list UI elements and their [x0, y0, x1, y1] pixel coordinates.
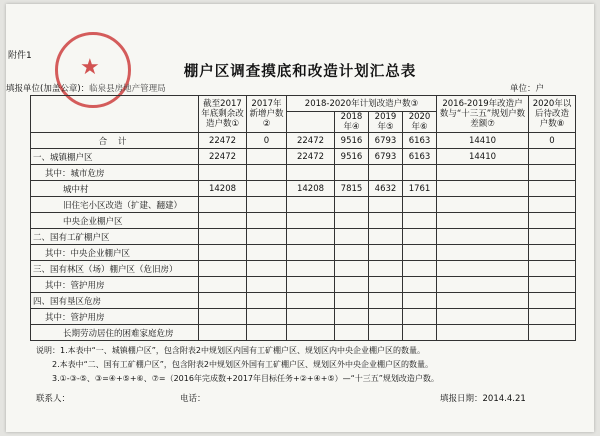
- cell-c3: [287, 165, 335, 181]
- cell-c8: [529, 213, 576, 229]
- unit-label: 单位：户: [510, 84, 545, 94]
- cell-c7: [437, 293, 529, 309]
- cell-c5: [369, 213, 403, 229]
- cell-c3: [287, 325, 335, 341]
- cell-c8: [529, 325, 576, 341]
- cell-c8: [529, 165, 576, 181]
- cell-c8: [529, 181, 576, 197]
- filler-unit: [6, 82, 166, 94]
- header-new-2017: 2017年新增户数②: [247, 96, 287, 133]
- cell-c7: [437, 229, 529, 245]
- row-label: 其中：中央企业棚户区: [31, 245, 199, 261]
- cell-c2: [247, 245, 287, 261]
- cell-c3: [287, 293, 335, 309]
- cell-c1: [199, 309, 247, 325]
- table-row: [31, 325, 576, 341]
- cell-c7: [437, 325, 529, 341]
- row-label: 城中村: [31, 181, 199, 197]
- header-2020: 2020年⑥: [403, 112, 437, 133]
- summary-table: [30, 95, 576, 341]
- cell-c3: [287, 229, 335, 245]
- table-row: [31, 229, 576, 245]
- cell-c6: 6163: [403, 133, 437, 149]
- cell-c8: [529, 293, 576, 309]
- cell-c4: [335, 229, 369, 245]
- cell-c6: [403, 213, 437, 229]
- cell-c6: [403, 309, 437, 325]
- header-plan-total: [287, 112, 335, 133]
- cell-c6: [403, 277, 437, 293]
- table-row: [31, 293, 576, 309]
- cell-c3: [287, 213, 335, 229]
- table-row: [31, 197, 576, 213]
- cell-c8: [529, 309, 576, 325]
- cell-c2: [247, 149, 287, 165]
- header-category: [31, 96, 199, 133]
- cell-c3: [287, 309, 335, 325]
- cell-c1: [199, 277, 247, 293]
- cell-c4: [335, 165, 369, 181]
- cell-c2: [247, 293, 287, 309]
- cell-c1: 14208: [199, 181, 247, 197]
- cell-c5: 6793: [369, 133, 403, 149]
- contact-label: 联系人：: [36, 394, 71, 404]
- cell-c3: [287, 261, 335, 277]
- table-row: [31, 245, 576, 261]
- cell-c1: [199, 293, 247, 309]
- cell-c6: [403, 245, 437, 261]
- cell-c5: [369, 165, 403, 181]
- note-3: 3.①-③-⑤、③=④+⑤+⑥、⑦=（2016年完成数+2017年目标任务+②+④+⑤）—“十三五”规划改造户数。: [52, 374, 439, 383]
- cell-c4: [335, 277, 369, 293]
- cell-c2: [247, 165, 287, 181]
- cell-c4: [335, 213, 369, 229]
- cell-c1: [199, 261, 247, 277]
- table-row: [31, 309, 576, 325]
- cell-c1: [199, 165, 247, 181]
- cell-c2: [247, 197, 287, 213]
- cell-c4: [335, 245, 369, 261]
- cell-c1: [199, 245, 247, 261]
- cell-c3: [287, 277, 335, 293]
- cell-c4: 9516: [335, 133, 369, 149]
- row-label: 中央企业棚户区: [31, 213, 199, 229]
- cell-c1: [199, 229, 247, 245]
- row-label: 旧住宅小区改造（扩建、翻建）: [31, 197, 199, 213]
- cell-c6: [403, 165, 437, 181]
- cell-c2: [247, 325, 287, 341]
- cell-c4: [335, 309, 369, 325]
- row-label: 三、国有林区（场）棚户区（危旧房）: [31, 261, 199, 277]
- cell-c6: 1761: [403, 181, 437, 197]
- cell-c2: 0: [247, 133, 287, 149]
- phone-label: 电话：: [180, 394, 206, 404]
- cell-c5: [369, 245, 403, 261]
- cell-c5: [369, 309, 403, 325]
- row-label: 二、国有工矿棚户区: [31, 229, 199, 245]
- cell-c3: [287, 245, 335, 261]
- cell-c8: [529, 261, 576, 277]
- cell-c4: 9516: [335, 149, 369, 165]
- note-1: 说明：1.本表中“一、城镇棚户区”，包含附表2中规划区内国有工矿棚户区、规划区内中央企业棚户区的数量。: [36, 346, 426, 355]
- cell-c7: [437, 277, 529, 293]
- notes: [36, 344, 439, 386]
- cell-c6: [403, 325, 437, 341]
- cell-c1: 22472: [199, 149, 247, 165]
- cell-c1: [199, 197, 247, 213]
- cell-c2: [247, 277, 287, 293]
- table-row: [31, 149, 576, 165]
- row-label: 其中：管护用房: [31, 277, 199, 293]
- attachment-label: 附件1: [8, 51, 32, 61]
- row-label: 其中：管护用房: [31, 309, 199, 325]
- cell-c3: [287, 197, 335, 213]
- cell-c4: [335, 261, 369, 277]
- cell-c4: [335, 197, 369, 213]
- table-row: [31, 133, 576, 149]
- cell-c2: [247, 261, 287, 277]
- cell-c7: 14410: [437, 149, 529, 165]
- header-difference: 2016-2019年改造户数与“十三五”规划户数差额⑦: [437, 96, 529, 133]
- header-after-2020: 2020年以后待改造户数⑧: [529, 96, 576, 133]
- table-row: [31, 213, 576, 229]
- cell-c3: 22472: [287, 133, 335, 149]
- row-label: 长期劳动居住的困难家庭危房: [31, 325, 199, 341]
- cell-c2: [247, 181, 287, 197]
- cell-c7: [437, 165, 529, 181]
- note-2: 2.本表中“二、国有工矿棚户区”，包含附表2中规划区外国有工矿棚户区、规划区外中央企业棚户区的数量。: [52, 360, 434, 369]
- row-label: 合 计: [31, 133, 199, 149]
- cell-c6: [403, 229, 437, 245]
- cell-c2: [247, 309, 287, 325]
- cell-c7: [437, 261, 529, 277]
- cell-c1: 22472: [199, 133, 247, 149]
- cell-c3: 14208: [287, 181, 335, 197]
- header-2018: 2018年④: [335, 112, 369, 133]
- cell-c1: [199, 325, 247, 341]
- cell-c6: [403, 293, 437, 309]
- header-remaining-2017: 截至2017年底剩余改造户数①: [199, 96, 247, 133]
- cell-c6: [403, 197, 437, 213]
- cell-c1: [199, 213, 247, 229]
- cell-c7: [437, 197, 529, 213]
- table-row: [31, 181, 576, 197]
- cell-c5: [369, 229, 403, 245]
- table-row: [31, 261, 576, 277]
- cell-c4: [335, 325, 369, 341]
- cell-c7: [437, 181, 529, 197]
- cell-c4: [335, 293, 369, 309]
- cell-c8: [529, 229, 576, 245]
- cell-c5: 6793: [369, 149, 403, 165]
- cell-c7: [437, 309, 529, 325]
- cell-c2: [247, 213, 287, 229]
- cell-c5: [369, 261, 403, 277]
- seal-star-icon: ★: [80, 55, 100, 80]
- cell-c6: [403, 261, 437, 277]
- document-title: 棚户区调查摸底和改造计划汇总表: [183, 64, 417, 80]
- cell-c3: 22472: [287, 149, 335, 165]
- table-row: [31, 277, 576, 293]
- cell-c7: [437, 245, 529, 261]
- cell-c8: [529, 197, 576, 213]
- row-label: 四、国有垦区危房: [31, 293, 199, 309]
- row-label: 一、城镇棚户区: [31, 149, 199, 165]
- cell-c5: 4632: [369, 181, 403, 197]
- cell-c5: [369, 325, 403, 341]
- header-plan-group: 2018-2020年计划改造户数③: [287, 96, 437, 112]
- header-2019: 2019年⑤: [369, 112, 403, 133]
- cell-c5: [369, 197, 403, 213]
- cell-c8: [529, 149, 576, 165]
- cell-c5: [369, 277, 403, 293]
- cell-c4: 7815: [335, 181, 369, 197]
- row-label: 其中：城市危房: [31, 165, 199, 181]
- filler-value: 临泉县房地产管理局: [89, 84, 166, 94]
- cell-c8: [529, 277, 576, 293]
- filler-label: 填报单位(加盖公章)：: [6, 84, 90, 94]
- cell-c8: [529, 245, 576, 261]
- cell-c7: 14410: [437, 133, 529, 149]
- cell-c7: [437, 213, 529, 229]
- fill-date: 填报日期：2014.4.21: [440, 394, 526, 404]
- cell-c2: [247, 229, 287, 245]
- cell-c6: 6163: [403, 149, 437, 165]
- cell-c8: 0: [529, 133, 576, 149]
- table-row: [31, 165, 576, 181]
- cell-c5: [369, 293, 403, 309]
